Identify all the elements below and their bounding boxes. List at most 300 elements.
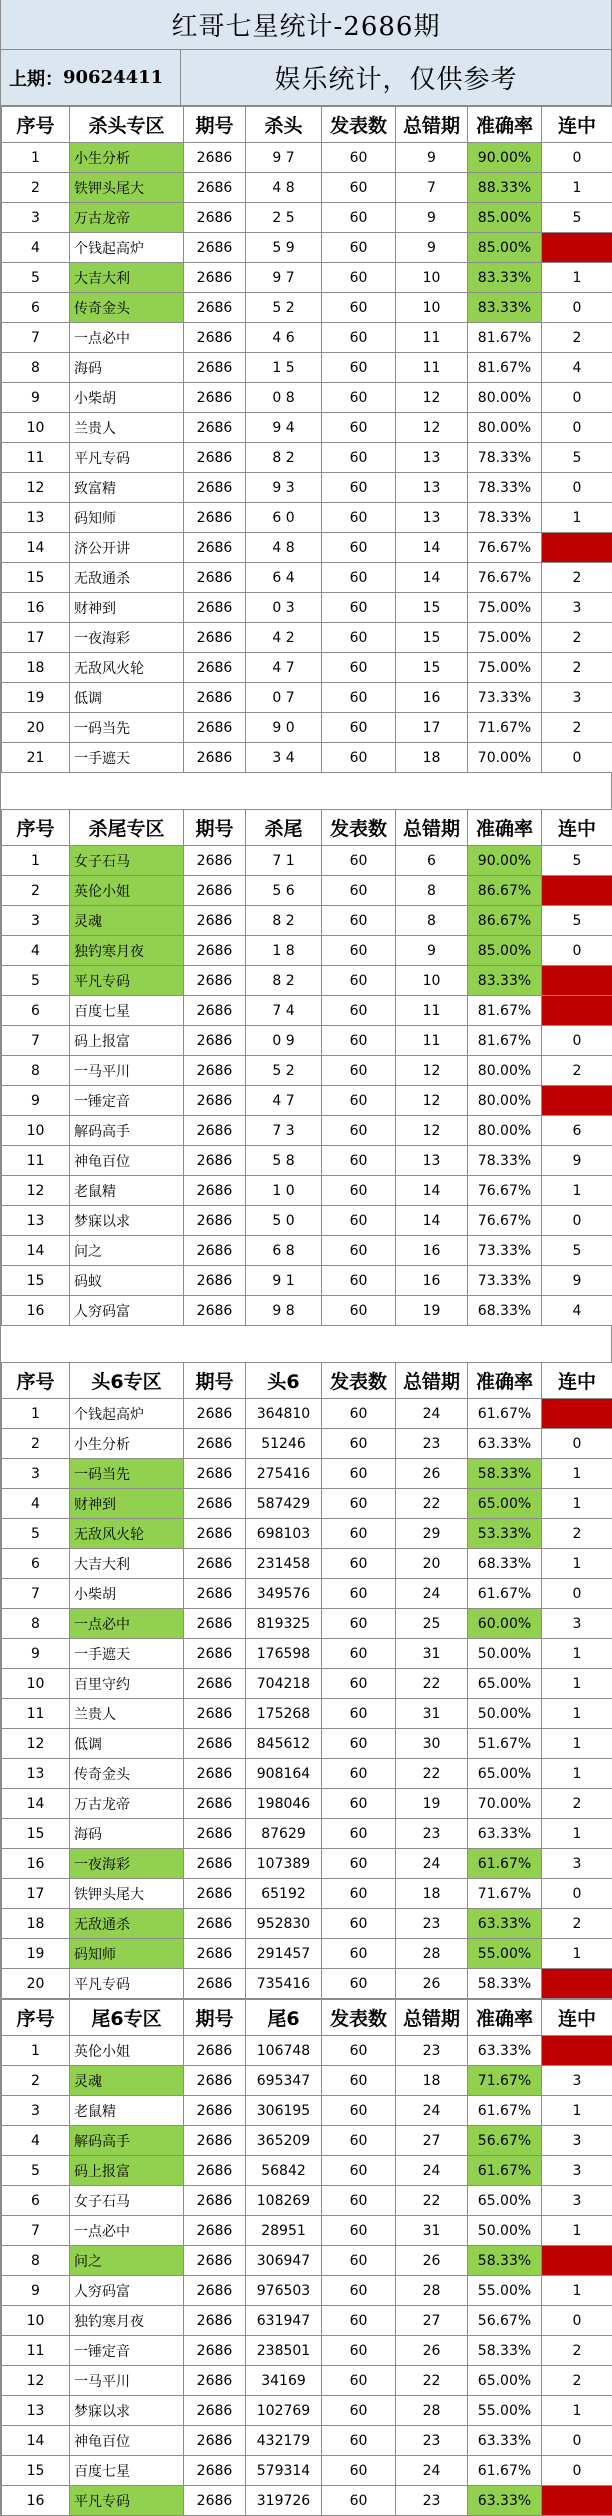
win-streak: 9 — [542, 1146, 612, 1176]
error-count: 29 — [396, 1519, 468, 1549]
prediction-value: 695347 — [246, 2066, 322, 2096]
win-streak: 5 — [542, 1236, 612, 1266]
accuracy-rate: 71.67% — [468, 2066, 542, 2096]
expert-name: 问之 — [70, 1236, 184, 1266]
issue-number: 2686 — [184, 2486, 246, 2516]
publish-count: 60 — [322, 1296, 396, 1326]
publish-count: 60 — [322, 2306, 396, 2336]
publish-count: 60 — [322, 623, 396, 653]
error-count: 14 — [396, 1176, 468, 1206]
table-row — [2, 413, 612, 443]
accuracy-rate: 83.33% — [468, 293, 542, 323]
accuracy-rate: 81.67% — [468, 996, 542, 1026]
row-index: 1 — [2, 143, 70, 173]
column-header: 发表数 — [322, 2000, 396, 2036]
issue-number: 2686 — [184, 2216, 246, 2246]
expert-name: 百度七星 — [70, 996, 184, 1026]
win-streak: 5 — [542, 1969, 612, 1999]
accuracy-rate: 71.67% — [468, 713, 542, 743]
accuracy-rate: 63.33% — [468, 1819, 542, 1849]
win-streak: 4 — [542, 2246, 612, 2276]
row-index: 1 — [2, 2036, 70, 2066]
error-count: 26 — [396, 2336, 468, 2366]
accuracy-rate: 80.00% — [468, 1116, 542, 1146]
accuracy-rate: 75.00% — [468, 623, 542, 653]
win-streak: 0 — [542, 1429, 612, 1459]
win-streak: 0 — [542, 1026, 612, 1056]
issue-number: 2686 — [184, 1969, 246, 1999]
issue-number: 2686 — [184, 233, 246, 263]
table-row — [2, 353, 612, 383]
publish-count: 60 — [322, 1176, 396, 1206]
expert-name: 老鼠精 — [70, 2096, 184, 2126]
publish-count: 60 — [322, 1146, 396, 1176]
accuracy-rate: 85.00% — [468, 233, 542, 263]
prediction-value: 34169 — [246, 2366, 322, 2396]
table-row — [2, 1609, 612, 1639]
table-row — [2, 173, 612, 203]
accuracy-rate: 65.00% — [468, 1489, 542, 1519]
table-row — [2, 876, 612, 906]
win-streak: 5 — [542, 906, 612, 936]
error-count: 15 — [396, 593, 468, 623]
issue-number: 2686 — [184, 143, 246, 173]
publish-count: 60 — [322, 2246, 396, 2276]
prediction-value: 9 0 — [246, 713, 322, 743]
table-row — [2, 1399, 612, 1429]
expert-name: 一锤定音 — [70, 2336, 184, 2366]
expert-name: 神龟百位 — [70, 1146, 184, 1176]
expert-name: 女子石马 — [70, 2186, 184, 2216]
publish-count: 60 — [322, 263, 396, 293]
expert-name: 一码当先 — [70, 713, 184, 743]
table-row — [2, 1729, 612, 1759]
publish-count: 60 — [322, 533, 396, 563]
row-index: 6 — [2, 996, 70, 1026]
error-count: 14 — [396, 563, 468, 593]
win-streak: 11 — [542, 966, 612, 996]
row-index: 12 — [2, 1176, 70, 1206]
accuracy-rate: 86.67% — [468, 876, 542, 906]
row-index: 3 — [2, 1459, 70, 1489]
accuracy-rate: 80.00% — [468, 1086, 542, 1116]
issue-number: 2686 — [184, 563, 246, 593]
publish-count: 60 — [322, 1789, 396, 1819]
publish-count: 60 — [322, 1579, 396, 1609]
accuracy-rate: 85.00% — [468, 203, 542, 233]
error-count: 31 — [396, 1699, 468, 1729]
expert-name: 低调 — [70, 1729, 184, 1759]
prediction-value: 1 0 — [246, 1176, 322, 1206]
expert-name: 小柴胡 — [70, 1579, 184, 1609]
error-count: 14 — [396, 533, 468, 563]
win-streak: 5 — [542, 846, 612, 876]
prediction-value: 291457 — [246, 1939, 322, 1969]
accuracy-rate: 58.33% — [468, 1459, 542, 1489]
publish-count: 60 — [322, 2156, 396, 2186]
error-count: 28 — [396, 1939, 468, 1969]
expert-name: 一点必中 — [70, 323, 184, 353]
table-row — [2, 203, 612, 233]
table-row — [2, 1549, 612, 1579]
row-index: 11 — [2, 2336, 70, 2366]
error-count: 23 — [396, 1909, 468, 1939]
error-count: 13 — [396, 473, 468, 503]
accuracy-rate: 61.67% — [468, 2096, 542, 2126]
publish-count: 60 — [322, 1459, 396, 1489]
publish-count: 60 — [322, 1206, 396, 1236]
error-count: 31 — [396, 2216, 468, 2246]
row-index: 14 — [2, 1236, 70, 1266]
error-count: 26 — [396, 1969, 468, 1999]
table-row — [2, 263, 612, 293]
error-count: 9 — [396, 233, 468, 263]
error-count: 24 — [396, 1579, 468, 1609]
accuracy-rate: 51.67% — [468, 1729, 542, 1759]
prediction-value: 319726 — [246, 2486, 322, 2516]
prediction-value: 1 5 — [246, 353, 322, 383]
table-row — [2, 2066, 612, 2096]
expert-name: 人穷码富 — [70, 1296, 184, 1326]
accuracy-rate: 68.33% — [468, 1549, 542, 1579]
error-count: 10 — [396, 966, 468, 996]
prediction-value: 9 1 — [246, 1266, 322, 1296]
prediction-value: 5 2 — [246, 293, 322, 323]
accuracy-rate: 81.67% — [468, 1026, 542, 1056]
table-row — [2, 743, 612, 773]
error-count: 9 — [396, 143, 468, 173]
win-streak: 1 — [542, 1939, 612, 1969]
issue-number: 2686 — [184, 413, 246, 443]
error-count: 15 — [396, 623, 468, 653]
table-row — [2, 233, 612, 263]
expert-name: 梦寐以求 — [70, 2396, 184, 2426]
expert-name: 码知师 — [70, 503, 184, 533]
table-row — [2, 1939, 612, 1969]
accuracy-rate: 76.67% — [468, 1176, 542, 1206]
row-index: 3 — [2, 2096, 70, 2126]
column-header: 总错期 — [396, 1363, 468, 1399]
accuracy-rate: 61.67% — [468, 2156, 542, 2186]
error-count: 25 — [396, 1609, 468, 1639]
issue-number: 2686 — [184, 1669, 246, 1699]
issue-number: 2686 — [184, 1176, 246, 1206]
publish-count: 60 — [322, 1759, 396, 1789]
row-index: 3 — [2, 203, 70, 233]
table-row — [2, 1489, 612, 1519]
error-count: 23 — [396, 1819, 468, 1849]
error-count: 24 — [396, 1399, 468, 1429]
issue-number: 2686 — [184, 1519, 246, 1549]
row-index: 5 — [2, 966, 70, 996]
publish-count: 60 — [322, 473, 396, 503]
publish-count: 60 — [322, 2456, 396, 2486]
accuracy-rate: 70.00% — [468, 743, 542, 773]
accuracy-rate: 76.67% — [468, 533, 542, 563]
prediction-value: 0 7 — [246, 683, 322, 713]
error-count: 22 — [396, 2366, 468, 2396]
issue-number: 2686 — [184, 2126, 246, 2156]
prediction-value: 952830 — [246, 1909, 322, 1939]
row-index: 13 — [2, 2396, 70, 2426]
publish-count: 60 — [322, 1116, 396, 1146]
issue-number: 2686 — [184, 1549, 246, 1579]
tables-container — [1, 106, 612, 2516]
accuracy-rate: 80.00% — [468, 383, 542, 413]
issue-number: 2686 — [184, 1266, 246, 1296]
table-row — [2, 1296, 612, 1326]
prediction-value: 198046 — [246, 1789, 322, 1819]
row-index: 6 — [2, 293, 70, 323]
row-index: 10 — [2, 1116, 70, 1146]
expert-name: 独钓寒月夜 — [70, 2306, 184, 2336]
table-row — [2, 1579, 612, 1609]
expert-name: 人穷码富 — [70, 2276, 184, 2306]
accuracy-rate: 58.33% — [468, 2336, 542, 2366]
expert-name: 平凡专码 — [70, 443, 184, 473]
table-row — [2, 1206, 612, 1236]
last-draw-value: 90624411 — [63, 67, 163, 88]
stats-table-shatou — [1, 106, 612, 773]
issue-number: 2686 — [184, 683, 246, 713]
prediction-value: 8 2 — [246, 906, 322, 936]
expert-name: 无敌通杀 — [70, 563, 184, 593]
expert-name: 大吉大利 — [70, 1549, 184, 1579]
row-index: 9 — [2, 1086, 70, 1116]
accuracy-rate: 56.67% — [468, 2126, 542, 2156]
prediction-value: 4 7 — [246, 653, 322, 683]
publish-count: 60 — [322, 1909, 396, 1939]
expert-name: 女子石马 — [70, 846, 184, 876]
table-row — [2, 1026, 612, 1056]
row-index: 10 — [2, 2306, 70, 2336]
publish-count: 60 — [322, 713, 396, 743]
accuracy-rate: 73.33% — [468, 1236, 542, 1266]
error-count: 8 — [396, 906, 468, 936]
issue-number: 2686 — [184, 1026, 246, 1056]
row-index: 9 — [2, 1639, 70, 1669]
expert-name: 铁钾头尾大 — [70, 1879, 184, 1909]
prediction-value: 698103 — [246, 1519, 322, 1549]
table-row — [2, 2276, 612, 2306]
table-row — [2, 533, 612, 563]
accuracy-rate: 81.67% — [468, 353, 542, 383]
publish-count: 60 — [322, 2336, 396, 2366]
expert-name: 百度七星 — [70, 2456, 184, 2486]
row-index: 16 — [2, 1849, 70, 1879]
column-header: 杀尾 — [246, 810, 322, 846]
column-header: 序号 — [2, 1363, 70, 1399]
table-row — [2, 1519, 612, 1549]
row-index: 8 — [2, 1056, 70, 1086]
prediction-value: 1 8 — [246, 936, 322, 966]
prediction-value: 349576 — [246, 1579, 322, 1609]
issue-number: 2686 — [184, 203, 246, 233]
win-streak: 3 — [542, 2126, 612, 2156]
table-row — [2, 323, 612, 353]
table-row — [2, 1789, 612, 1819]
table-row — [2, 563, 612, 593]
expert-name: 传奇金头 — [70, 1759, 184, 1789]
issue-number: 2686 — [184, 1146, 246, 1176]
issue-number: 2686 — [184, 2366, 246, 2396]
table-row — [2, 1236, 612, 1266]
win-streak: 0 — [542, 143, 612, 173]
expert-name: 平凡专码 — [70, 1969, 184, 1999]
win-streak: 14 — [542, 996, 612, 1026]
prediction-value: 976503 — [246, 2276, 322, 2306]
issue-number: 2686 — [184, 2156, 246, 2186]
accuracy-rate: 63.33% — [468, 2426, 542, 2456]
table-header-row — [2, 810, 612, 846]
issue-number: 2686 — [184, 653, 246, 683]
prediction-value: 3 4 — [246, 743, 322, 773]
win-streak: 2 — [542, 1789, 612, 1819]
error-count: 16 — [396, 1266, 468, 1296]
error-count: 7 — [396, 173, 468, 203]
accuracy-rate: 60.00% — [468, 1609, 542, 1639]
accuracy-rate: 71.67% — [468, 1879, 542, 1909]
prediction-value: 108269 — [246, 2186, 322, 2216]
issue-number: 2686 — [184, 473, 246, 503]
error-count: 11 — [396, 353, 468, 383]
issue-number: 2686 — [184, 1489, 246, 1519]
prediction-value: 0 8 — [246, 383, 322, 413]
row-index: 14 — [2, 1789, 70, 1819]
issue-number: 2686 — [184, 2456, 246, 2486]
issue-number: 2686 — [184, 966, 246, 996]
issue-number: 2686 — [184, 1056, 246, 1086]
row-index: 8 — [2, 1609, 70, 1639]
prediction-value: 5 8 — [246, 1146, 322, 1176]
win-streak: 0 — [542, 743, 612, 773]
win-streak: 1 — [542, 1729, 612, 1759]
table-row — [2, 443, 612, 473]
row-index: 1 — [2, 1399, 70, 1429]
issue-number: 2686 — [184, 593, 246, 623]
prediction-value: 5 6 — [246, 876, 322, 906]
column-header: 期号 — [184, 2000, 246, 2036]
expert-name: 百里守约 — [70, 1669, 184, 1699]
issue-number: 2686 — [184, 2246, 246, 2276]
row-index: 17 — [2, 623, 70, 653]
prediction-value: 6 4 — [246, 563, 322, 593]
publish-count: 60 — [322, 1489, 396, 1519]
win-streak: 9 — [542, 1266, 612, 1296]
table-row — [2, 503, 612, 533]
expert-name: 独钓寒月夜 — [70, 936, 184, 966]
table-row — [2, 936, 612, 966]
error-count: 19 — [396, 1296, 468, 1326]
error-count: 31 — [396, 1639, 468, 1669]
error-count: 26 — [396, 1459, 468, 1489]
win-streak: 0 — [542, 1579, 612, 1609]
error-count: 22 — [396, 1669, 468, 1699]
error-count: 22 — [396, 1759, 468, 1789]
expert-name: 解码高手 — [70, 2126, 184, 2156]
prediction-value: 704218 — [246, 1669, 322, 1699]
win-streak: 1 — [542, 1176, 612, 1206]
table-row — [2, 2486, 612, 2516]
row-index: 17 — [2, 1879, 70, 1909]
prediction-value: 0 9 — [246, 1026, 322, 1056]
row-index: 14 — [2, 533, 70, 563]
expert-name: 一马平川 — [70, 2366, 184, 2396]
publish-count: 60 — [322, 1669, 396, 1699]
issue-number: 2686 — [184, 263, 246, 293]
expert-name: 财神到 — [70, 1489, 184, 1519]
prediction-value: 0 3 — [246, 593, 322, 623]
accuracy-rate: 56.67% — [468, 2306, 542, 2336]
accuracy-rate: 76.67% — [468, 563, 542, 593]
expert-name: 平凡专码 — [70, 2486, 184, 2516]
issue-number: 2686 — [184, 1459, 246, 1489]
win-streak: 4 — [542, 2486, 612, 2516]
accuracy-rate: 65.00% — [468, 1669, 542, 1699]
column-header: 期号 — [184, 107, 246, 143]
row-index: 16 — [2, 2486, 70, 2516]
win-streak: 0 — [542, 936, 612, 966]
expert-name: 一点必中 — [70, 1609, 184, 1639]
column-header: 头6专区 — [70, 1363, 184, 1399]
expert-name: 一点必中 — [70, 2216, 184, 2246]
prediction-value: 102769 — [246, 2396, 322, 2426]
expert-name: 灵魂 — [70, 2066, 184, 2096]
win-streak: 1 — [542, 1489, 612, 1519]
table-row — [2, 1146, 612, 1176]
prediction-value: 4 8 — [246, 533, 322, 563]
prediction-value: 631947 — [246, 2306, 322, 2336]
row-index: 9 — [2, 2276, 70, 2306]
win-streak: 1 — [542, 1819, 612, 1849]
table-row — [2, 1459, 612, 1489]
stats-table-shawei — [1, 809, 612, 1326]
prediction-value: 365209 — [246, 2126, 322, 2156]
expert-name: 万古龙帝 — [70, 203, 184, 233]
row-index: 13 — [2, 1206, 70, 1236]
prediction-value: 6 8 — [246, 1236, 322, 1266]
accuracy-rate: 85.00% — [468, 936, 542, 966]
win-streak: 1 — [542, 1759, 612, 1789]
expert-name: 小生分析 — [70, 1429, 184, 1459]
row-index: 2 — [2, 173, 70, 203]
expert-name: 财神到 — [70, 593, 184, 623]
table-row — [2, 2456, 612, 2486]
table-header-row — [2, 1363, 612, 1399]
win-streak: 3 — [542, 2156, 612, 2186]
win-streak: 1 — [542, 1459, 612, 1489]
prediction-value: 87629 — [246, 1819, 322, 1849]
table-row — [2, 996, 612, 1026]
accuracy-rate: 90.00% — [468, 846, 542, 876]
win-streak: 1 — [542, 1669, 612, 1699]
column-header: 头6 — [246, 1363, 322, 1399]
expert-name: 济公开讲 — [70, 533, 184, 563]
row-index: 8 — [2, 2246, 70, 2276]
expert-name: 无敌通杀 — [70, 1909, 184, 1939]
issue-number: 2686 — [184, 2336, 246, 2366]
prediction-value: 9 8 — [246, 1296, 322, 1326]
table-row — [2, 1759, 612, 1789]
row-index: 7 — [2, 323, 70, 353]
error-count: 15 — [396, 653, 468, 683]
table-row — [2, 473, 612, 503]
win-streak: 10 — [542, 233, 612, 263]
win-streak: 0 — [542, 2426, 612, 2456]
error-count: 24 — [396, 2156, 468, 2186]
prediction-value: 9 3 — [246, 473, 322, 503]
win-streak: 3 — [542, 2186, 612, 2216]
